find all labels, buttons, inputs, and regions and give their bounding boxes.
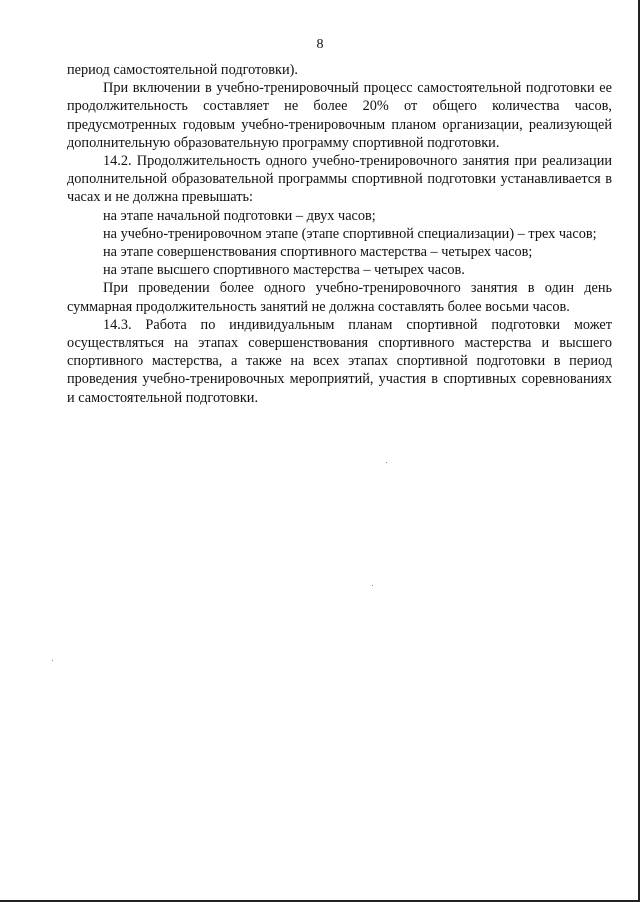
document-body bbox=[67, 61, 612, 407]
scan-speck bbox=[372, 585, 373, 586]
paragraph-self-preparation: При включении в учебно-тренировочный процесс самостоятельной подготовки ее продолжительность составляет не более 20% от общего количества часов, предусмотренных годовым учебно-тренировочным планом организации, реализующей дополнительную образовательную программу спортивной подготовки. bbox=[67, 80, 612, 151]
list-item-initial-stage: на этапе начальной подготовки – двух часов; bbox=[103, 207, 376, 224]
page-number: 8 bbox=[316, 37, 324, 52]
paragraph-section-14-2: 14.2. Продолжительность одного учебно-тренировочного занятия при реализации дополнительной образовательной программы спортивной подготовки устанавливается в часах и не должна превышать: bbox=[67, 153, 612, 206]
list-item-higher-mastery-stage: на этапе высшего спортивного мастерства – четырех часов. bbox=[103, 262, 465, 279]
scan-speck bbox=[52, 660, 53, 661]
list-item-training-stage: на учебно-тренировочном этапе (этапе спортивной специализации) – трех часов; bbox=[103, 225, 597, 242]
paragraph-continuation: период самостоятельной подготовки). bbox=[67, 62, 298, 78]
scan-speck bbox=[386, 462, 387, 463]
list-item-improvement-stage: на этапе совершенствования спортивного мастерства – четырех часов; bbox=[103, 244, 533, 261]
paragraph-multiple-sessions: При проведении более одного учебно-тренировочного занятия в один день суммарная продолжительность занятий не должна составлять более восьми часов. bbox=[67, 280, 612, 315]
paragraph-section-14-3: 14.3. Работа по индивидуальным планам спортивной подготовки может осуществляться на этапах совершенствования спортивного мастерства и высшего спортивного мастерства, а также на всех этапах спортивной подготовки в период проведения учебно-тренировочных мероприятий, участия в спортивных соревнованиях и самостоятельной подготовки. bbox=[67, 316, 612, 406]
